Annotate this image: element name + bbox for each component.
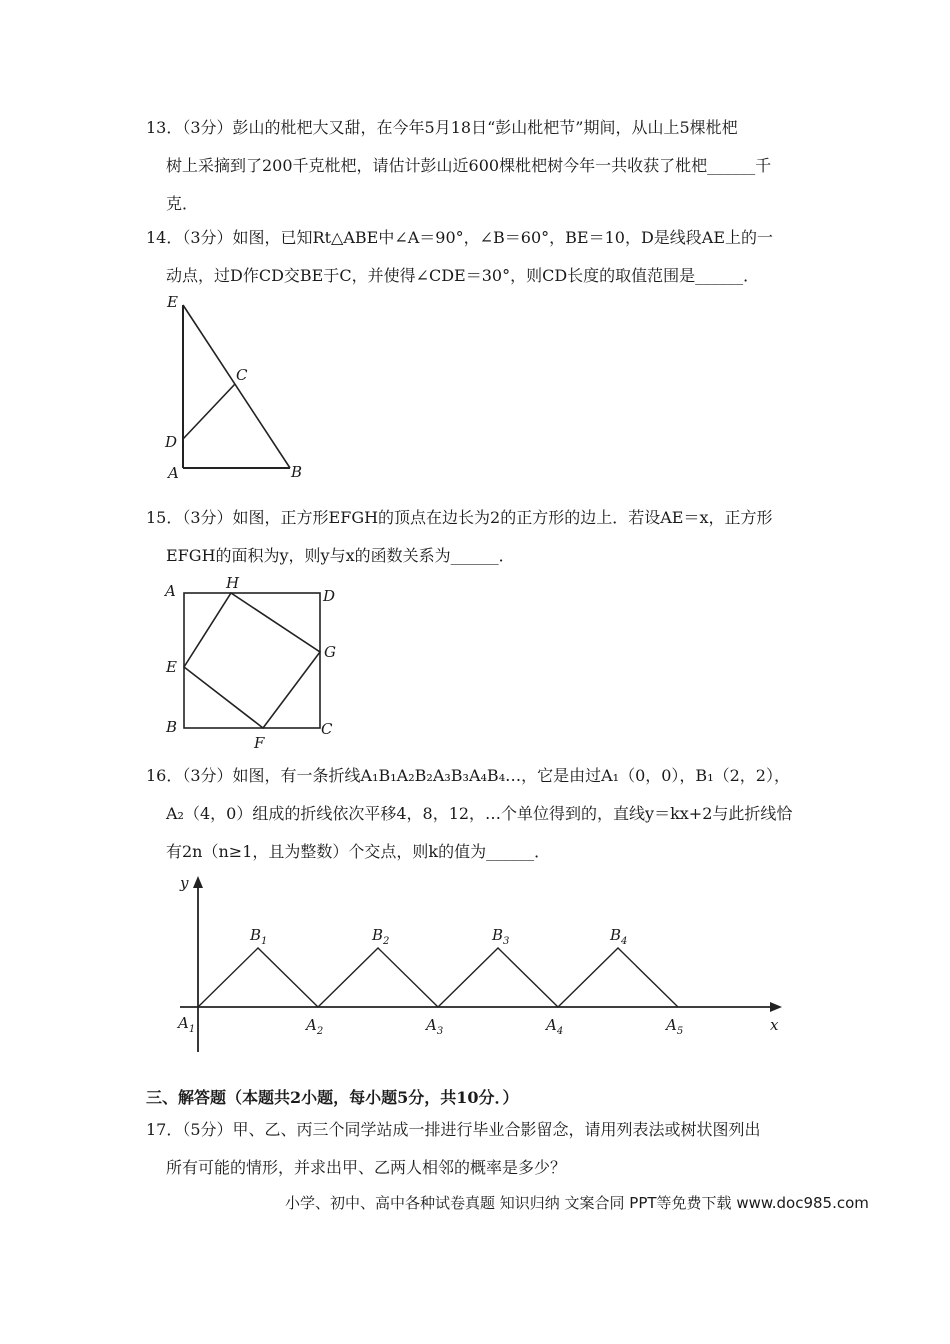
q15-label-d: D (323, 587, 336, 605)
q14-edge-eb (183, 305, 290, 468)
q16-line3: 有2n（n≥1，且为整数）个交点，则k的值为______． (166, 842, 551, 861)
q15-label-h: H (226, 574, 240, 592)
q16-label-b3: $B_3$ (492, 926, 510, 947)
footer-watermark-text: 小学、初中、高中各种试卷真题 知识归纳 文案合同 PPT等免费下载 www.doc985.com (285, 1194, 869, 1212)
q17-line1: 17．（5分）甲、乙、丙三个同学站成一排进行毕业合影留念，请用列表法或树状图列出 (146, 1120, 761, 1139)
q15-line2: EFGH的面积为y，则y与x的函数关系为______． (166, 546, 515, 565)
q16-x-axis-arrow (770, 1002, 782, 1012)
q15-label-a: A (165, 582, 176, 600)
q15-outer-square (184, 593, 320, 728)
q13-line2: 树上采摘到了200千克枇杷，请估计彭山近600棵枇杷树今年一共收获了枇杷______千 (166, 156, 772, 175)
q16-label-x: x (770, 1016, 779, 1034)
q16-y-axis-arrow (193, 876, 203, 888)
q14-label-c: C (236, 366, 248, 384)
q16-label-y: y (180, 874, 189, 892)
q14-label-e: E (167, 293, 178, 311)
q16-label-a1: $A_1$ (178, 1014, 196, 1035)
q14-label-d: D (165, 433, 178, 451)
q17-line2: 所有可能的情形，并求出甲、乙两人相邻的概率是多少？ (166, 1158, 567, 1177)
q14-line2: 动点，过D作CD交BE于C，并使得∠CDE＝30°，则CD长度的取值范围是______． (166, 266, 760, 285)
q15-label-e: E (166, 658, 177, 676)
q15-label-g: G (324, 643, 336, 661)
q15-inner-square-efgh (184, 593, 320, 728)
q16-label-b2: $B_2$ (372, 926, 390, 947)
q16-zigzag-figure (170, 868, 790, 1058)
q16-label-a3: $A_3$ (426, 1016, 444, 1037)
q16-label-b1: $B_1$ (250, 926, 268, 947)
q16-zigzag-line (198, 948, 678, 1007)
q15-label-b: B (166, 718, 178, 736)
q16-label-a5: $A_5$ (666, 1016, 684, 1037)
q13-line1: 13．（3分）彭山的枇杷大又甜，在今年5月18日“彭山枇杷节”期间，从山上5棵枇杷 (146, 118, 738, 137)
q13-line3: 克． (166, 194, 199, 213)
q15-line1: 15．（3分）如图，正方形EFGH的顶点在边长为2的正方形的边上．若设AE＝x，正方形 (146, 508, 773, 527)
q15-label-c: C (321, 720, 333, 738)
q14-segment-cd (183, 384, 235, 439)
q16-label-b4: $B_4$ (610, 926, 628, 947)
q15-label-f: F (254, 734, 265, 752)
q14-label-b: B (291, 463, 303, 481)
q16-label-a2: $A_2$ (306, 1016, 324, 1037)
q14-line1: 14．（3分）如图，已知Rt△ABE中∠A＝90°，∠B＝60°，BE＝10，D是线段AE上的一 (146, 228, 774, 247)
q15-square-figure (160, 572, 350, 752)
q16-label-a4: $A_4$ (546, 1016, 564, 1037)
q16-line2: A₂（4，0）组成的折线依次平移4，8，12，…个单位得到的，直线y＝kx+2与此折线恰 (166, 804, 793, 823)
q14-triangle-figure (160, 290, 320, 485)
section-3-title: 三、解答题（本题共2小题，每小题5分，共10分．） (146, 1088, 519, 1107)
q14-label-a: A (168, 464, 179, 482)
q16-line1: 16．（3分）如图，有一条折线A₁B₁A₂B₂A₃B₃A₄B₄…，它是由过A₁（0，0），B₁（2，2）， (146, 766, 790, 785)
